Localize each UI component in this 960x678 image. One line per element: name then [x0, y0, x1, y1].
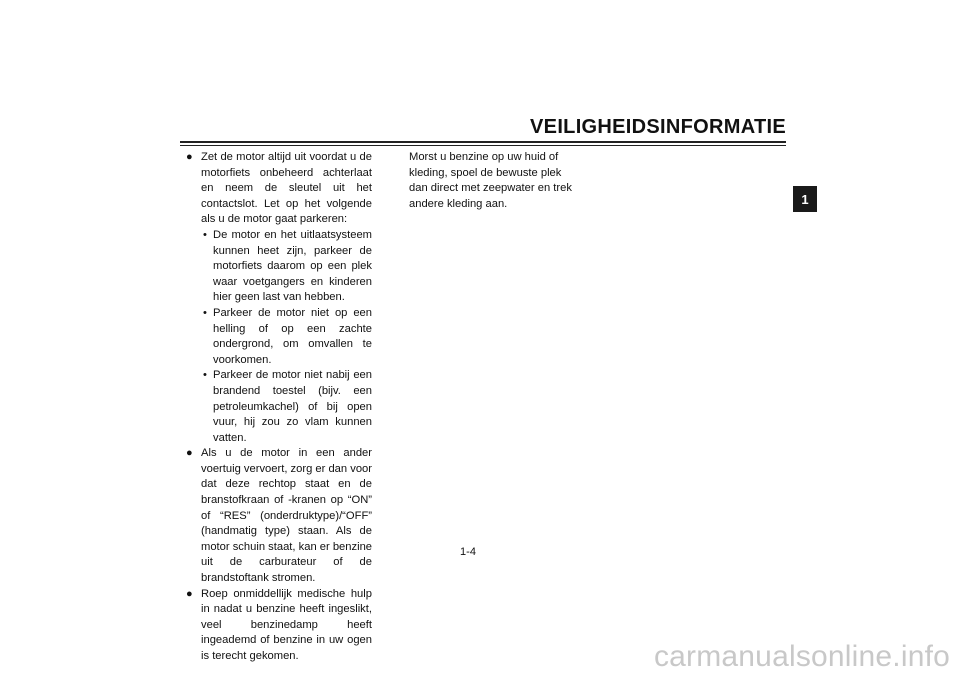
sub-item-text: Parkeer de motor niet op een helling of op een zachte ondergrond, om omvallen te voorkomen.: [213, 306, 372, 366]
sub-item-text: Parkeer de motor niet nabij een brandend toestel (bijv. een petroleumkachel) of bij open vuur, hij zou zo vlam kunnen vatten.: [213, 369, 372, 444]
header-rule-thick: [180, 141, 786, 143]
left-column: [186, 150, 372, 665]
bullet-icon: ●: [186, 447, 193, 460]
bullet-text: Als u de motor in een ander voertuig vervoert, zorg er dan voor dat deze rechtop staat en de branstofkraan of -kranen op “ON” of “RES” (onderdruktype)/“OFF” (handmatig type) staan. Als de motor schuin staat, kan er benzine uit de carburateur of de brandstoftank stromen.: [201, 447, 373, 585]
sub-item-text: De motor en het uitlaatsysteem kunnen heet zijn, parkeer de motorfiets daarom op een plek waar voetgangers en kinderen hier geen last van hebben.: [213, 228, 372, 304]
sub-item: [186, 228, 372, 306]
bullet-icon: ●: [186, 151, 193, 163]
chapter-tab: 1: [793, 186, 817, 212]
bullet-text: Roep onmiddellijk medische hulp in nadat u benzine heeft ingeslikt, veel benzinedamp heeft ingeademd of benzine in uw ogen is terecht gekomen.: [201, 587, 372, 662]
bullet-item-medical: [186, 587, 372, 665]
bullet-text: Zet de motor altijd uit voordat u de motorfiets onbeheerd achterlaat en neem de sleutel uit het contactslot. Let op het volgende als u de motor gaat parkeren:: [201, 151, 372, 226]
header-rule-thin: [180, 145, 786, 146]
watermark-text: carmanualsonline.info: [653, 640, 950, 673]
page-header: [530, 114, 786, 140]
bullet-item-transport: [186, 446, 372, 586]
bullet-icon: ●: [186, 587, 193, 600]
section-title: VEILIGHEIDSINFORMATIE: [530, 115, 786, 138]
sub-item: [186, 368, 372, 446]
dot-icon: •: [203, 306, 207, 319]
continuation-text: Morst u benzine op uw huid of kleding, spoel de bewuste plek dan direct met zeepwater en trek andere kleding aan.: [409, 151, 572, 210]
dot-icon: •: [203, 228, 207, 241]
bullet-item-parking: [186, 150, 372, 228]
right-column: [409, 150, 579, 212]
dot-icon: •: [203, 369, 207, 382]
page-number: 1-4: [460, 546, 476, 558]
sub-item: [186, 306, 372, 368]
